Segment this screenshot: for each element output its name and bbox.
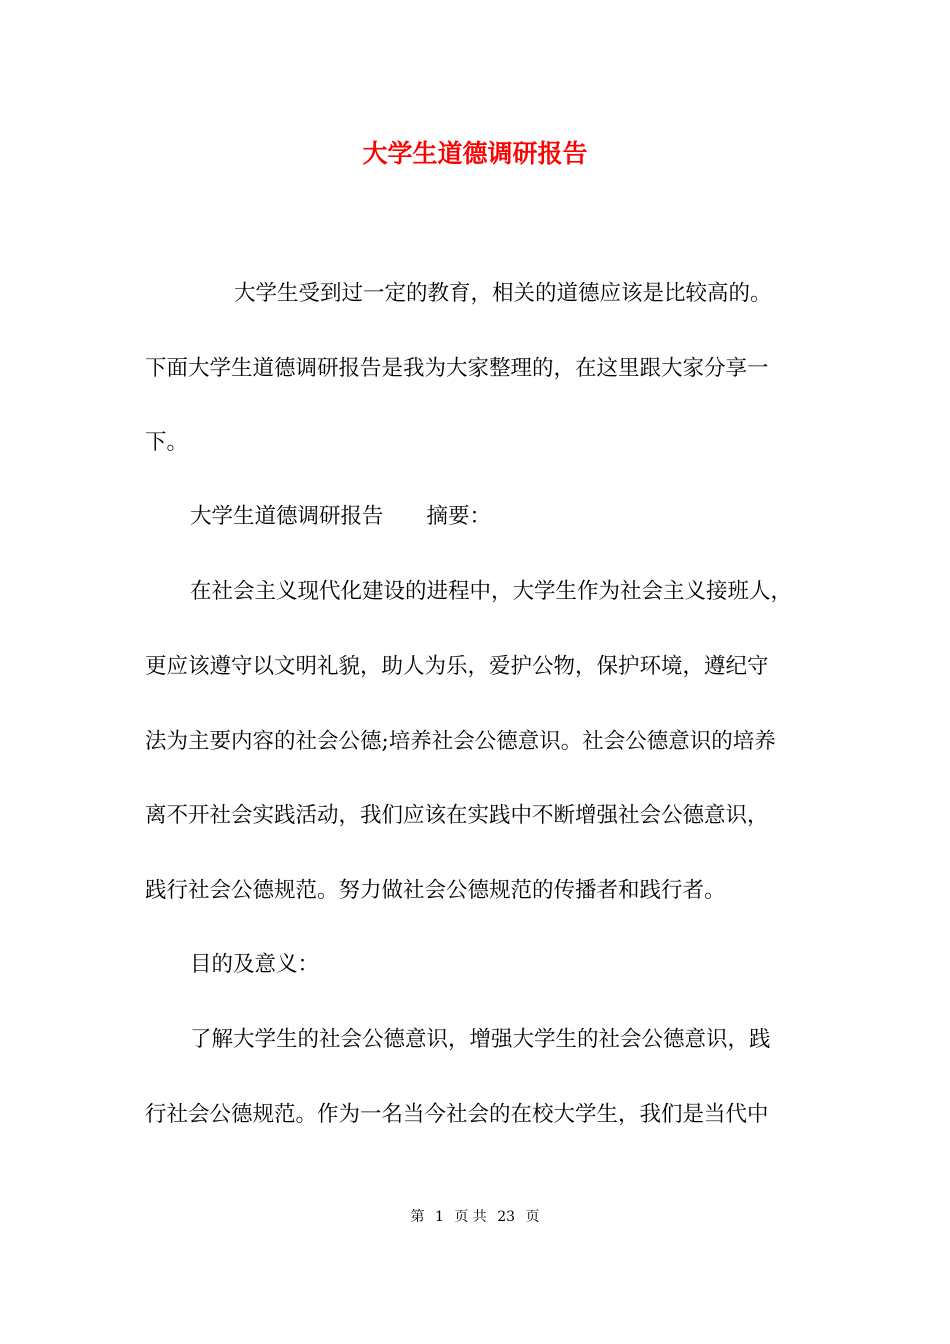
paragraph-line: 离不开社会实践活动，我们应该在实践中不断增强社会公德意识，: [145, 803, 769, 828]
paragraph-line: 法为主要内容的社会公德;培养社会公德意识。社会公德意识的培养: [145, 729, 776, 754]
paragraph-line: 在社会主义现代化建设的进程中，大学生作为社会主义接班人，: [190, 579, 793, 604]
footer-page-number: 1: [434, 1209, 444, 1225]
page-footer: [0, 1207, 950, 1227]
document-title: 大学生道德调研报告: [362, 139, 588, 168]
paragraph-line: 大学生受到过一定的教育，相关的道德应该是比较高的。: [234, 281, 772, 306]
paragraph-line: 下面大学生道德调研报告是我为大家整理的，在这里跟大家分享一: [145, 356, 769, 381]
paragraph-line: 践行社会公德规范。努力做社会公德规范的传播者和践行者。: [145, 878, 726, 903]
footer-suffix: 页: [525, 1209, 540, 1225]
paragraph-line: 了解大学生的社会公德意识，增强大学生的社会公德意识，践: [190, 1027, 771, 1052]
footer-prefix: 第: [410, 1209, 425, 1225]
paragraph-line: 下。: [145, 430, 189, 455]
footer-total-pages: 23: [497, 1209, 516, 1225]
paragraph-line: 更应该遵守以文明礼貌，助人为乐，爱护公物，保护环境，遵纪守: [145, 654, 769, 679]
section-heading: 目的及意义：: [190, 952, 320, 977]
paragraph-line: 行社会公德规范。作为一名当今社会的在校大学生，我们是当代中: [145, 1102, 769, 1127]
section-heading: 大学生道德调研报告 摘要：: [190, 504, 492, 529]
footer-middle: 页 共: [454, 1209, 487, 1225]
